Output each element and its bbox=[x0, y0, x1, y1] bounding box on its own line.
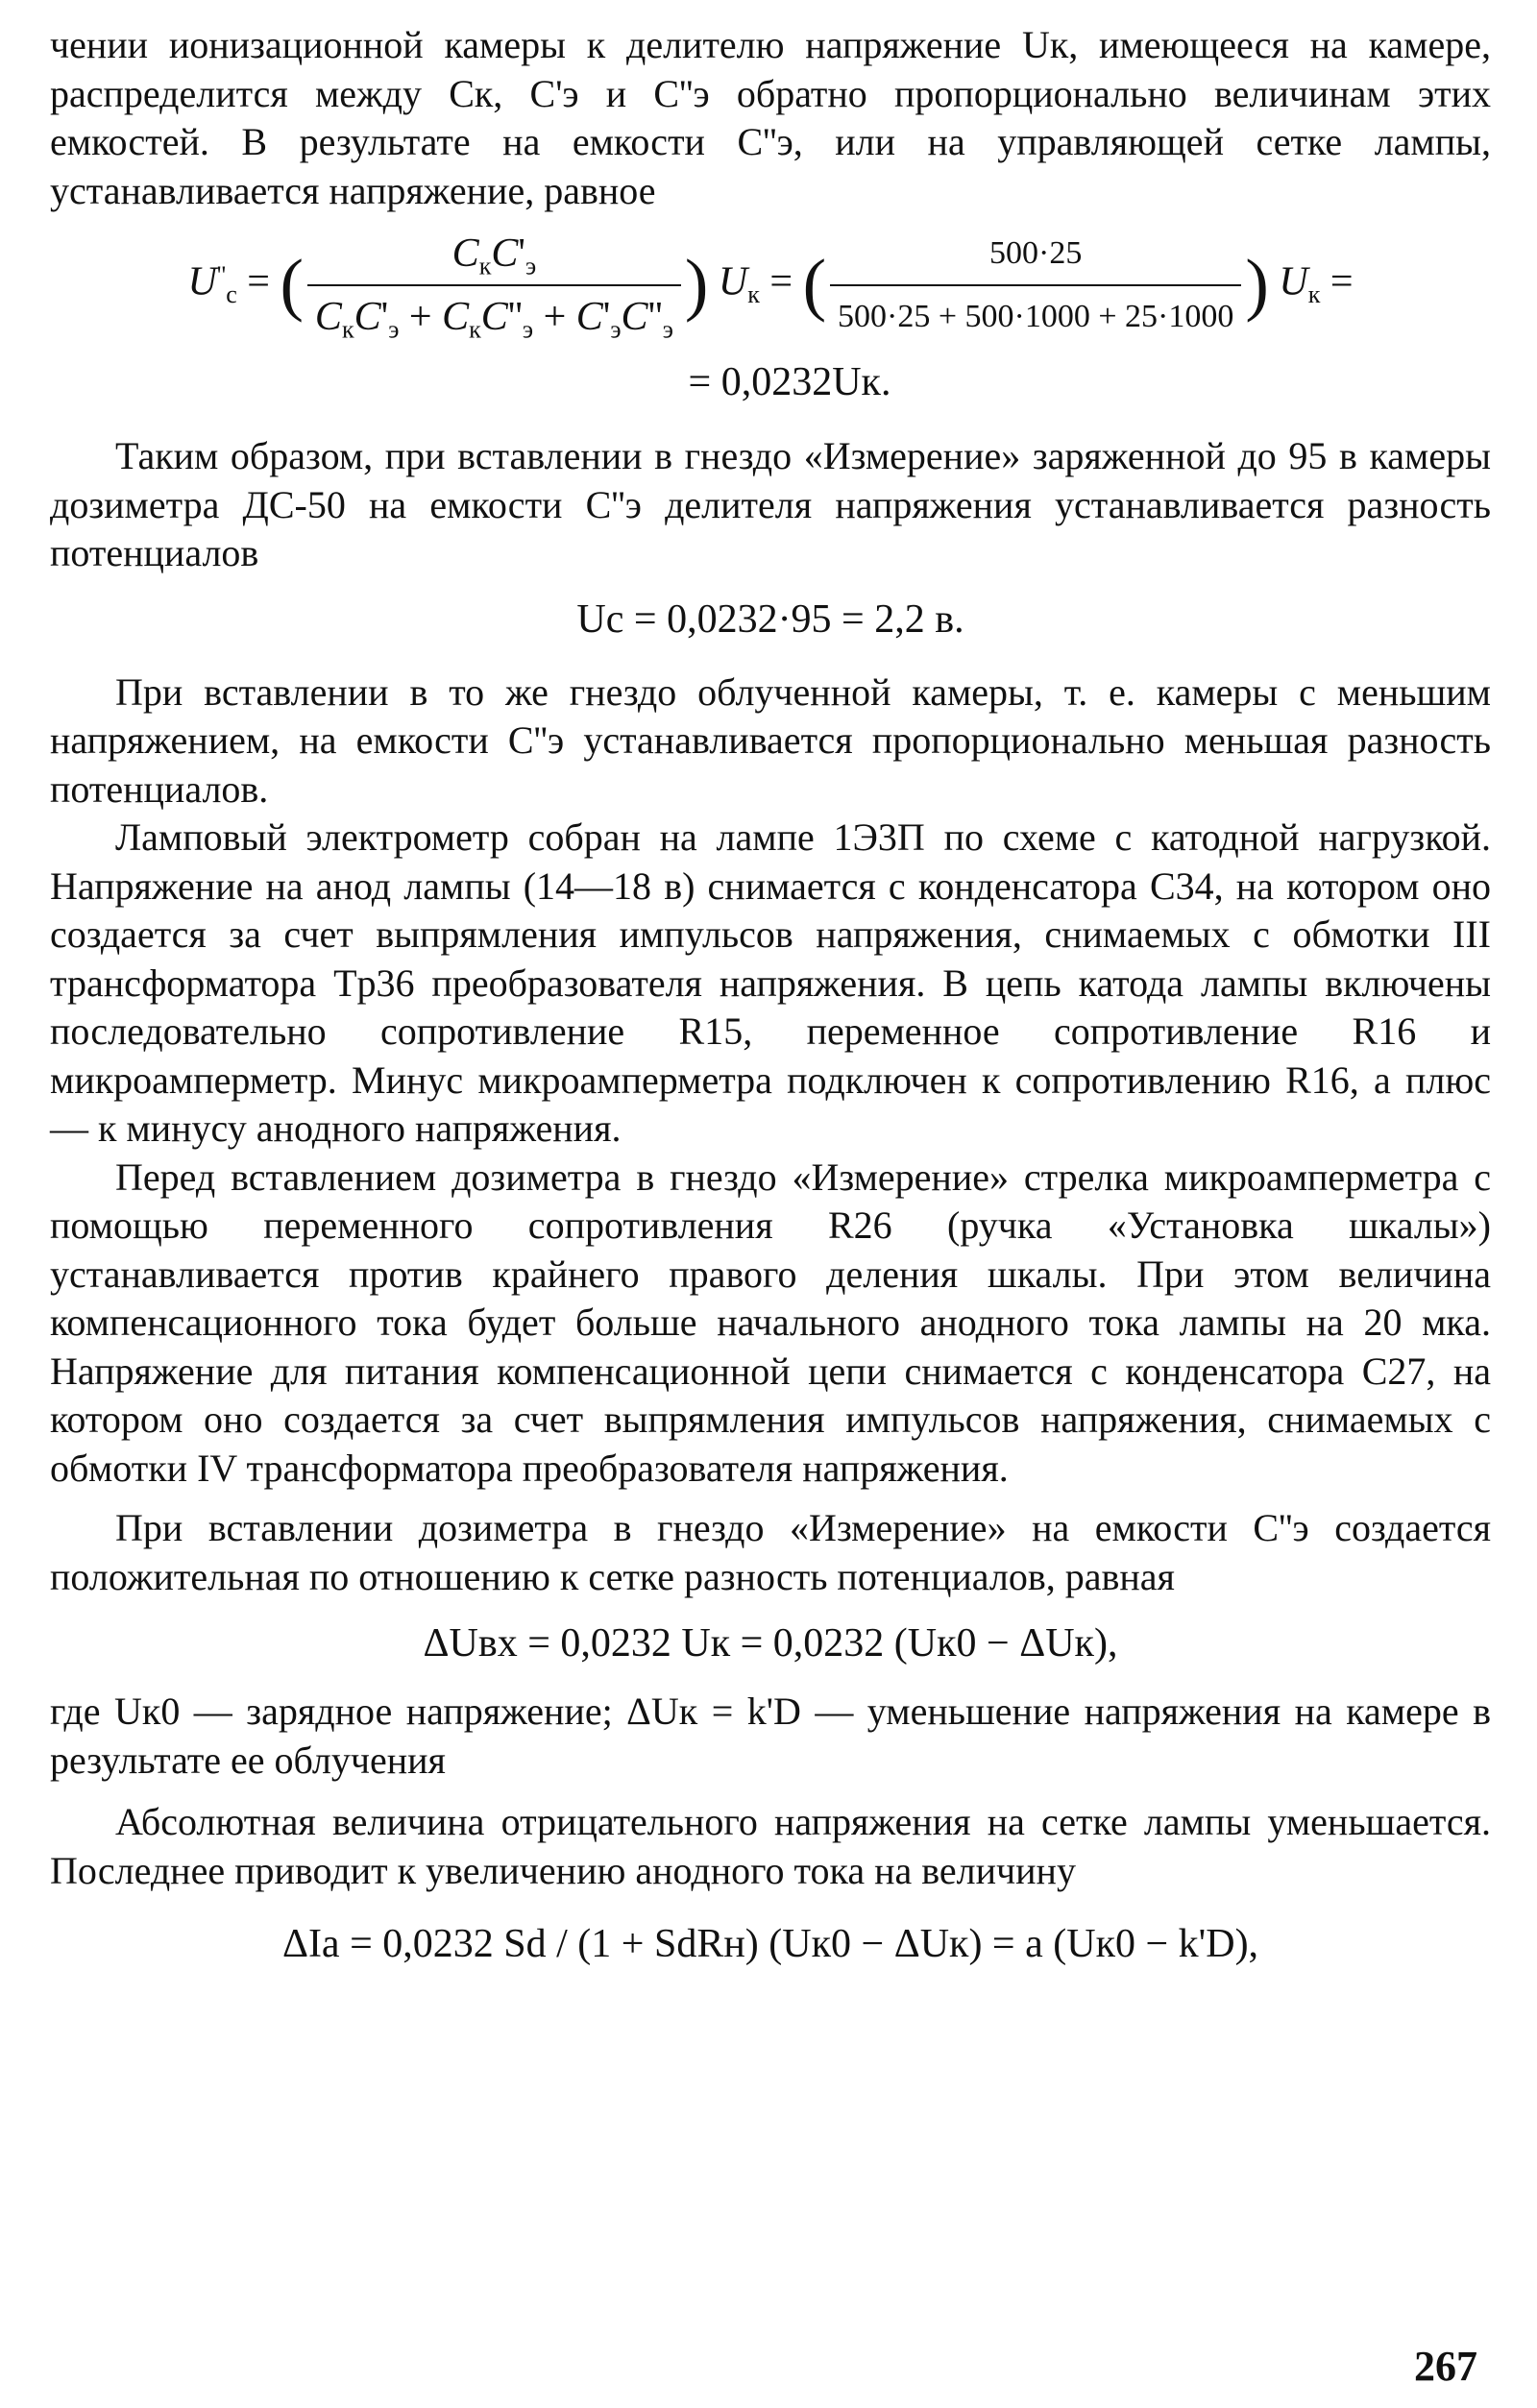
page-number: 267 bbox=[1414, 2343, 1477, 2390]
equation-1-result: = 0,0232Uк. bbox=[688, 360, 891, 404]
paragraph-3: При вставлении в то же гнездо облученной камеры, т. е. камеры с меньшим напряжением, на емкости C''э устанавливается пропорционально меньшая разность потенциалов. bbox=[50, 669, 1491, 811]
equation-4: ΔIa = 0,0232 Sd / (1 + SdRн) (Uк0 − ΔUк) = a (Uк0 − k'D), bbox=[281, 1922, 1259, 1966]
equation-1: $U''_с$ = ( $\frac{C_кC'_э}{C_кC'_э + C_кC''_э + C'_эC''_э}$ ) $U_к$ = ( $\frac{500\cdot 25}{500\cdot 25 + 500\cdot 1000 + 25\cdot 1000}$ ) $U_к$ = bbox=[50, 225, 1491, 346]
paragraph-5: Перед вставлением дозиметра в гнездо «Измерение» стрелка микроамперметра с помощью переменного сопротивления R26 (ручка «Установка шкалы») устанавливается против крайнего правого деления шкалы. При этом величина компенсационного тока будет больше начального анодного тока лампы на 20 мка. Напряжение для питания компенсационной цепи снимается с конденсатора C27, на котором оно создается за счет выпрямления импульсов напряжения, снимаемых с обмотки IV трансформатора преобразователя напряжения. bbox=[50, 1155, 1491, 1490]
equation-2: Uс = 0,0232·95 = 2,2 в. bbox=[576, 596, 964, 642]
equation-3: ΔUвх = 0,0232 Uк = 0,0232 (Uк0 − ΔUк), bbox=[423, 1621, 1118, 1666]
paragraph-2: Таким образом, при вставлении в гнездо «Измерение» заряженной до 95 в камеры дозиметра ДС-50 на емкости C''э делителя напряжения устанавливается разность потенциалов bbox=[50, 434, 1491, 574]
paragraph-7: где Uк0 — зарядное напряжение; ΔUк = k'D — уменьшение напряжения на камере в результате ее облучения bbox=[50, 1690, 1491, 1782]
paragraph-1: чении ионизационной камеры к делителю напряжение Uк, имеющееся на камере, распределится между Cк, C'э и C''э обратно пропорционально величинам этих емкостей. В результате на емкости C''э, или на управляющей сетке лампы, устанавливается напряжение, равное bbox=[50, 23, 1491, 212]
paragraph-8: Абсолютная величина отрицательного напряжения на сетке лампы уменьшается. Последнее приводит к увеличению анодного тока на величину bbox=[50, 1800, 1491, 1892]
paragraph-4: Ламповый электрометр собран на лампе 1Э3П по схеме с катодной нагрузкой. Напряжение на анод лампы (14—18 в) снимается с конденсатора C34, на котором оно создается за счет выпрямления импульсов напряжения, снимаемых с обмотки III трансформатора Tр36 преобразователя напряжения. В цепь катода лампы включены последовательно сопротивление R15, переменное сопротивление R16 и микроамперметр. Минус микроамперметра подключен к сопротивлению R16, а плюс — к минусу анодного напряжения. bbox=[50, 815, 1491, 1150]
paragraph-6: При вставлении дозиметра в гнездо «Измерение» на емкости C''э создается положительная по отношению к сетке разность потенциалов, равная bbox=[50, 1506, 1491, 1598]
